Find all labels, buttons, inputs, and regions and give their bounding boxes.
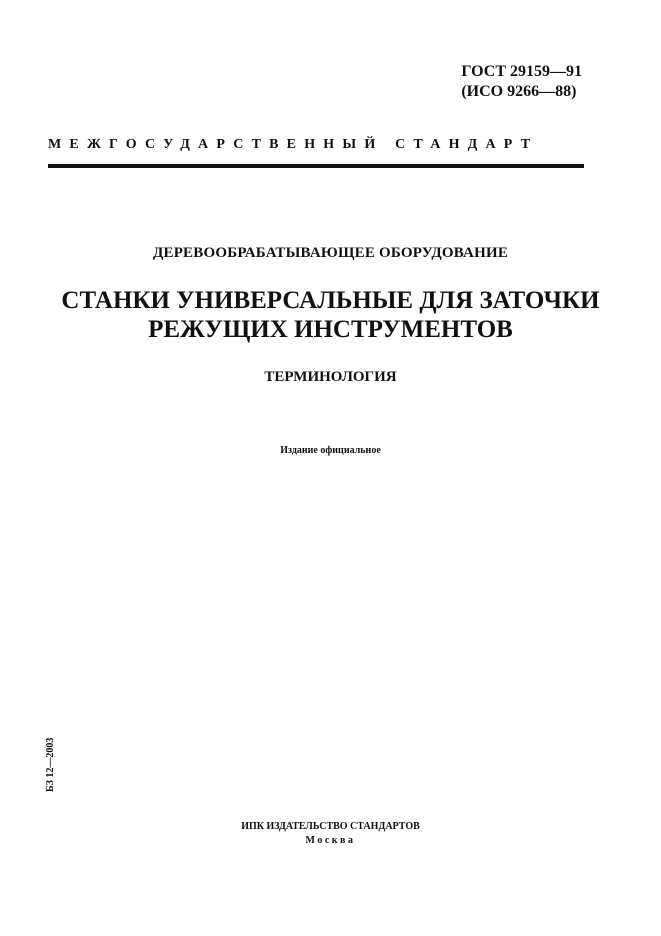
iso-number: (ИСО 9266—88)	[461, 83, 577, 100]
standard-kind-heading: МЕЖГОСУДАРСТВЕННЫЙ СТАНДАРТ	[48, 137, 539, 152]
heading-divider	[48, 164, 584, 168]
edition-note: Издание официальное	[280, 445, 381, 456]
document-subtitle: ТЕРМИНОЛОГИЯ	[264, 369, 397, 385]
title-line-1: СТАНКИ УНИВЕРСАЛЬНЫЕ ДЛЯ ЗАТОЧКИ	[61, 287, 600, 314]
side-mark: БЗ 12—2003	[45, 737, 56, 792]
standard-designation	[461, 62, 582, 102]
gost-number: ГОСТ 29159—91	[461, 63, 582, 80]
publisher-block	[0, 820, 661, 848]
publisher-name: ИПК ИЗДАТЕЛЬСТВО СТАНДАРТОВ	[241, 821, 420, 832]
publisher-city: Москва	[305, 835, 356, 846]
document-title	[0, 286, 661, 344]
title-line-2: РЕЖУЩИХ ИНСТРУМЕНТОВ	[148, 316, 513, 343]
group-title: ДЕРЕВООБРАБАТЫВАЮЩЕЕ ОБОРУДОВАНИЕ	[152, 245, 509, 261]
